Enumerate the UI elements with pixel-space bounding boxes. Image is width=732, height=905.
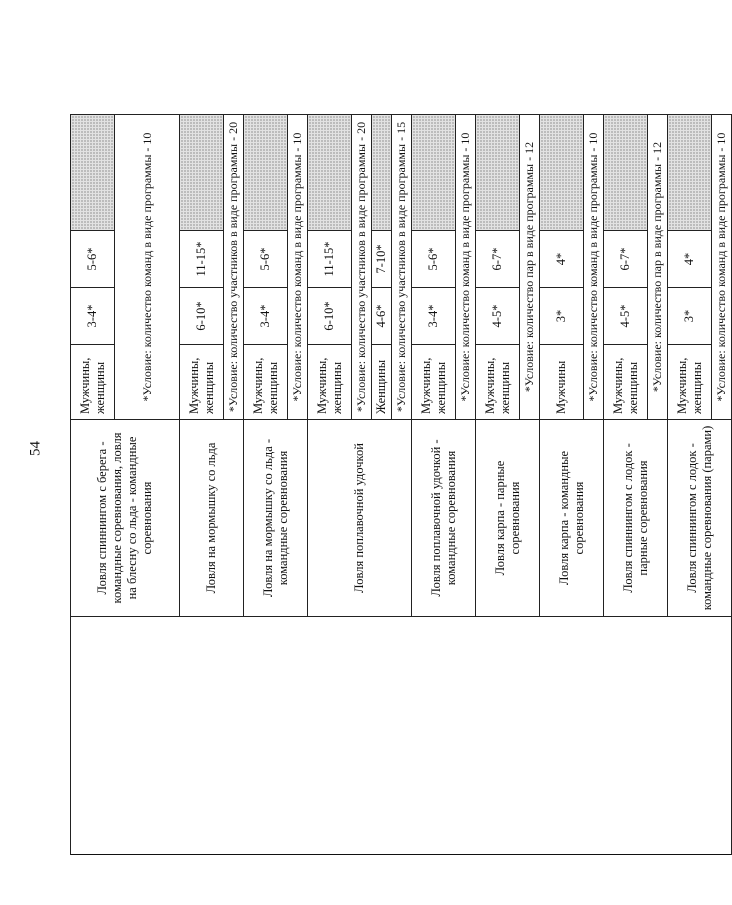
value-cell: 4*: [540, 231, 584, 288]
value-cell: 6-7*: [476, 231, 520, 288]
condition-cell: *Условие: количество участников в виде программы - 20: [224, 115, 244, 420]
shaded-cell: [71, 115, 115, 231]
shaded-cell: [308, 115, 352, 231]
shaded-cell: [668, 115, 712, 231]
value-cell: 11-15*: [180, 231, 224, 288]
discipline-cell: Ловля на мормышку со льда: [180, 420, 244, 617]
condition-cell: *Условие: количество пар в виде программы - 12: [648, 115, 668, 420]
condition-cell: *Условие: количество команд в виде программы - 10: [456, 115, 476, 420]
condition-cell: *Условие: количество команд в виде программы - 10: [288, 115, 308, 420]
value-cell: 4-5*: [604, 288, 648, 345]
shaded-cell: [476, 115, 520, 231]
shaded-cell: [412, 115, 456, 231]
gender-cell: Мужчины, женщины: [476, 345, 520, 420]
rotated-table-container: [70, 115, 728, 855]
gender-cell: Мужчины, женщины: [180, 345, 224, 420]
value-cell: 11-15*: [308, 231, 352, 288]
condition-cell: *Условие: количество команд в виде программы - 10: [115, 115, 180, 420]
discipline-cell: Ловля на мормышку со льда - командные соревнования: [244, 420, 308, 617]
discipline-cell: Ловля карпа - командные соревнования: [540, 420, 604, 617]
empty-cell: [71, 617, 732, 855]
value-cell: 5-6*: [244, 231, 288, 288]
shaded-cell: [540, 115, 584, 231]
discipline-cell: Ловля спиннингом с лодок - парные соревнования: [604, 420, 668, 617]
gender-cell: Мужчины, женщины: [244, 345, 288, 420]
discipline-cell: Ловля спиннингом с лодок - командные соревнования (парами): [668, 420, 732, 617]
page-number: 54: [27, 441, 44, 456]
shaded-cell: [180, 115, 224, 231]
gender-cell: Женщины: [372, 345, 392, 420]
table-row: [71, 115, 115, 855]
value-cell: 4*: [668, 231, 712, 288]
shaded-cell: [604, 115, 648, 231]
discipline-cell: Ловля спиннингом с берега - командные соревнования, ловля на блесну со льда - командные соревнования: [71, 420, 180, 617]
value-cell: 4-5*: [476, 288, 520, 345]
condition-cell: *Условие: количество пар в виде программы - 12: [520, 115, 540, 420]
gender-cell: Мужчины, женщины: [412, 345, 456, 420]
gender-cell: Мужчины: [540, 345, 584, 420]
value-cell: 3-4*: [244, 288, 288, 345]
discipline-cell: Ловля карпа - парные соревнования: [476, 420, 540, 617]
gender-cell: Мужчины, женщины: [668, 345, 712, 420]
condition-cell: *Условие: количество участников в виде программы - 15: [392, 115, 412, 420]
value-cell: 3*: [668, 288, 712, 345]
shaded-cell: [244, 115, 288, 231]
value-cell: 4-6*: [372, 288, 392, 345]
value-cell: 3-4*: [412, 288, 456, 345]
gender-cell: Мужчины, женщины: [308, 345, 352, 420]
value-cell: 3*: [540, 288, 584, 345]
value-cell: 5-6*: [71, 231, 115, 288]
gender-cell: Мужчины, женщины: [604, 345, 648, 420]
shaded-cell: [372, 115, 392, 231]
sports-table: [70, 114, 732, 855]
value-cell: 7-10*: [372, 231, 392, 288]
gender-cell: Мужчины, женщины: [71, 345, 115, 420]
value-cell: 6-10*: [308, 288, 352, 345]
value-cell: 6-7*: [604, 231, 648, 288]
condition-cell: *Условие: количество команд в виде программы - 10: [584, 115, 604, 420]
discipline-cell: Ловля поплавочной удочкой - командные соревнования: [412, 420, 476, 617]
value-cell: 5-6*: [412, 231, 456, 288]
condition-cell: *Условие: количество команд в виде программы - 10: [712, 115, 732, 420]
value-cell: 3-4*: [71, 288, 115, 345]
value-cell: 6-10*: [180, 288, 224, 345]
discipline-cell: Ловля поплавочной удочкой: [308, 420, 412, 617]
condition-cell: *Условие: количество участников в виде программы - 20: [352, 115, 372, 420]
